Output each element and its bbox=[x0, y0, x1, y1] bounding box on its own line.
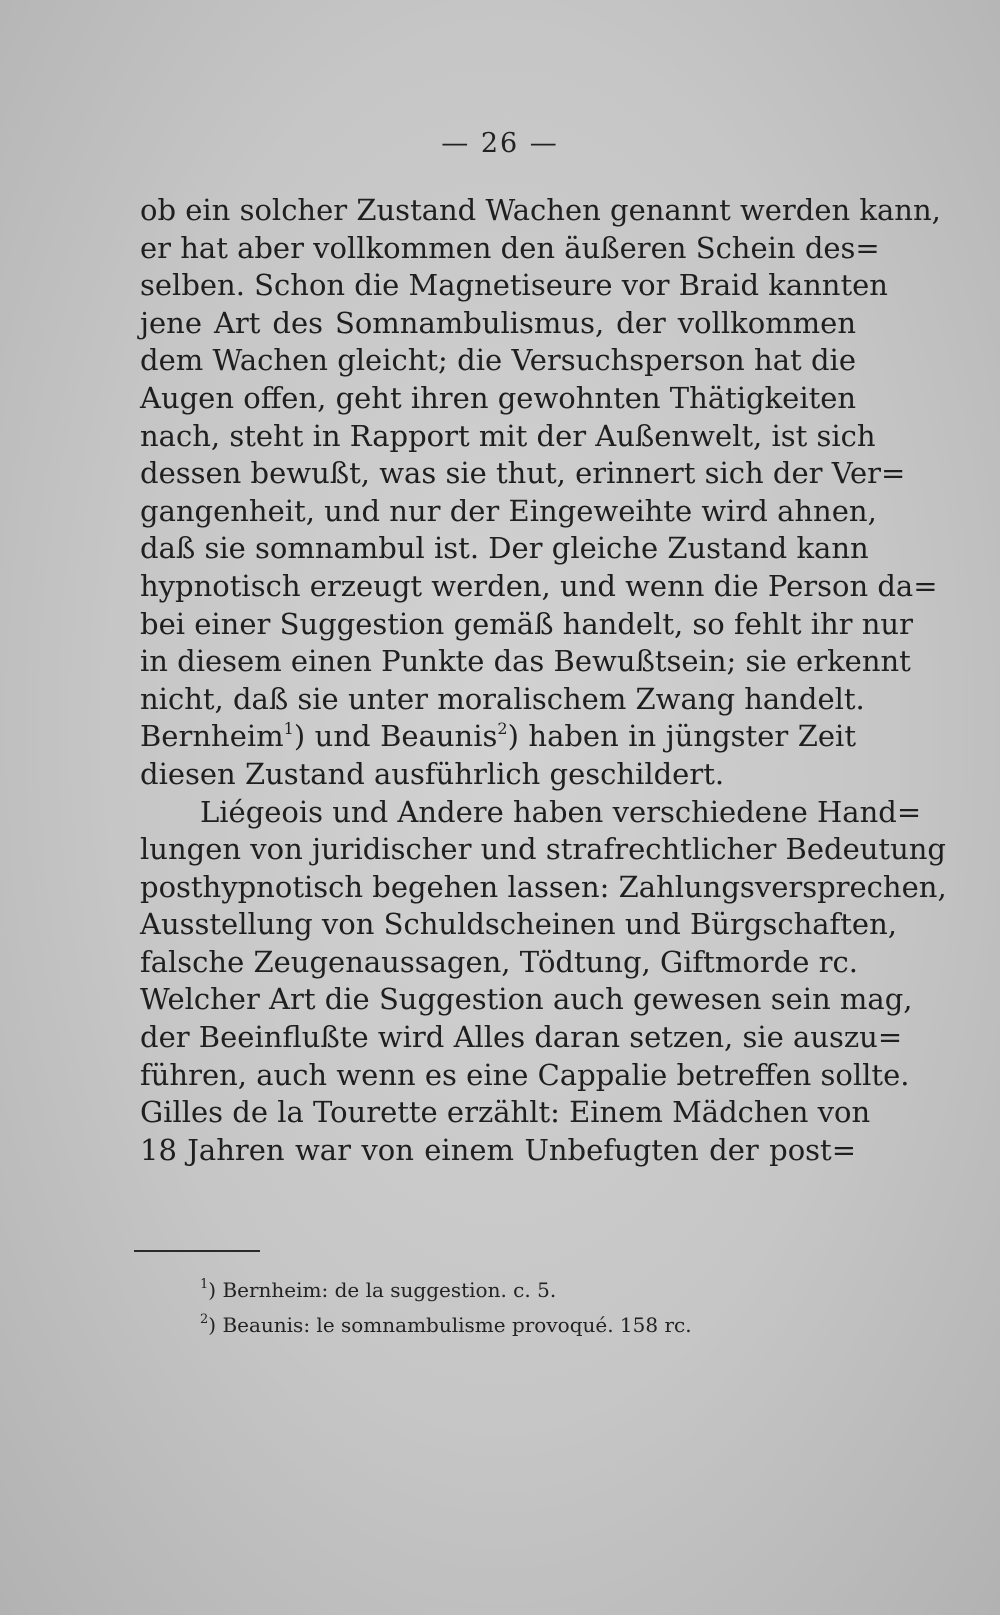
page-number: — 26 — bbox=[441, 128, 559, 159]
footnote-mark: 2 bbox=[200, 1312, 209, 1327]
ref-text: ) und Beaunis bbox=[293, 719, 498, 754]
footnotes bbox=[200, 1273, 850, 1343]
text-line: nicht, daß sie unter moralischem Zwang handelt. bbox=[140, 681, 865, 716]
text-line: dem Wachen gleicht; die Versuchsperson hat die bbox=[140, 343, 856, 378]
footnote-mark: 1 bbox=[200, 1277, 209, 1292]
text-line: diesen Zustand ausführlich geschildert. bbox=[140, 756, 725, 791]
text-line-with-footnote-refs bbox=[140, 718, 856, 756]
footnote-1 bbox=[200, 1273, 850, 1308]
text-line: daß sie somnambul ist. Der gleiche Zustand kann bbox=[140, 531, 869, 566]
text-line: führen, auch wenn es eine Cappalie betreffen sollte. bbox=[140, 1057, 910, 1092]
text-line: posthypnotisch begehen lassen: Zahlungsversprechen, bbox=[140, 869, 947, 904]
text-line: der Beeinflußte wird Alles daran setzen, sie auszu= bbox=[140, 1020, 903, 1055]
ref-text: Bernheim bbox=[140, 719, 284, 754]
ref-text: ) haben in jüngster Zeit bbox=[507, 719, 856, 754]
text-line: gangenheit, und nur der Eingeweihte wird ahnen, bbox=[140, 493, 877, 528]
body-text bbox=[140, 192, 947, 1169]
footnote-ref-2: 2 bbox=[497, 719, 508, 739]
text-line: lungen von juridischer und strafrechtlicher Bedeutung bbox=[140, 832, 946, 867]
text-line: Welcher Art die Suggestion auch gewesen sein mag, bbox=[140, 982, 913, 1017]
text-line: er hat aber vollkommen den äußeren Schein des= bbox=[140, 230, 880, 265]
text-line: 18 Jahren war von einem Unbefugten der post= bbox=[140, 1132, 856, 1167]
text-line: selben. Schon die Magnetiseure vor Braid kannten bbox=[140, 268, 888, 303]
text-line: jene Art des Somnambulismus, der vollkommen bbox=[140, 305, 856, 340]
footnote-text: ) Bernheim: de la suggestion. c. 5. bbox=[208, 1278, 557, 1302]
footnote-divider bbox=[134, 1250, 260, 1252]
text-line: bei einer Suggestion gemäß handelt, so fehlt ihr nur bbox=[140, 606, 913, 641]
footnote-2 bbox=[200, 1308, 850, 1343]
text-line: Augen offen, geht ihren gewohnten Thätigkeiten bbox=[140, 380, 857, 415]
text-line: in diesem einen Punkte das Bewußtsein; sie erkennt bbox=[140, 644, 911, 679]
text-line: Gilles de la Tourette erzählt: Einem Mädchen von bbox=[140, 1095, 871, 1130]
footnote-ref-1: 1 bbox=[283, 719, 294, 739]
text-line: Ausstellung von Schuldscheinen und Bürgschaften, bbox=[140, 907, 897, 942]
footnote-text: ) Beaunis: le somnambulisme provoqué. 158 rc. bbox=[208, 1313, 692, 1337]
text-line: Liégeois und Andere haben verschiedene Hand= bbox=[200, 794, 922, 829]
text-line: ob ein solcher Zustand Wachen genannt werden kann, bbox=[140, 193, 941, 227]
text-line: dessen bewußt, was sie thut, erinnert sich der Ver= bbox=[140, 456, 906, 491]
text-line: hypnotisch erzeugt werden, und wenn die Person da= bbox=[140, 568, 938, 603]
text-line: falsche Zeugenaussagen, Tödtung, Giftmorde rc. bbox=[140, 944, 858, 979]
text-line: nach, steht in Rapport mit der Außenwelt, ist sich bbox=[140, 418, 876, 453]
